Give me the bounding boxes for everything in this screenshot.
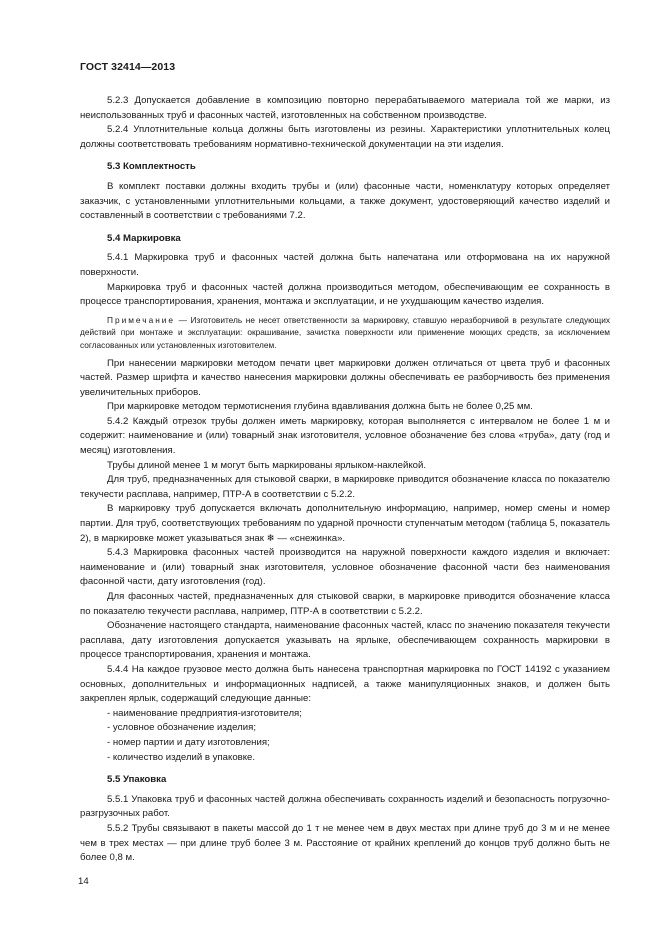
list-item: - количество изделий в упаковке. [80,751,610,766]
heading-5-5: 5.5 Упаковка [107,774,167,786]
note [80,314,610,352]
list-item: - условное обозначение изделия; [80,721,610,736]
heading-5-4: 5.4 Маркировка [107,232,181,244]
page-number: 14 [78,876,89,887]
paragraph-5-3: В комплект поставки должны входить трубы и (или) фасонные части, номенклатуру которых определяет заказчик, с установленными уплотнительными кольцами, а также документ, удостоверяющий качество изделий и составленный в соответствии с требованиями 7.2. [80,180,610,222]
paragraph-5-4-3-b: Для фасонных частей, предназначенных для стыковой сварки, в маркировке приводится обозначение класса по показателю текучести расплава, например, ПТР-А в соответствии с 5.2.2. [80,591,610,617]
page-body [80,94,610,866]
list-item: - номер партии и дату изготовления; [80,736,610,751]
note-label: Примечание [107,314,176,325]
document-header: ГОСТ 32414—2013 [80,61,176,73]
paragraph-5-5-1: 5.5.1 Упаковка труб и фасонных частей должна обеспечивать сохранность изделий и безопасность погрузочно-разгрузочных работ. [80,793,610,820]
label-data-list [80,707,610,765]
paragraph-5-2-4: 5.2.4 Уплотнительные кольца должны быть изготовлены из резины. Характеристики уплотнительных колец должны соответствовать требованиям нормативно-технической документации на эти изделия. [80,124,610,150]
paragraph-5-4-2-b: Трубы длиной менее 1 м могут быть маркированы ярлыком-наклейкой. [107,459,426,471]
paragraph-5-2-3: 5.2.3 Допускается добавление в композицию повторно перерабатываемого материала той же марки, из неиспользованных труб и фасонных частей, изготовленных на собственном производстве. [80,95,610,121]
paragraph-5-4-3: 5.4.3 Маркировка фасонных частей производится на наружной поверхности каждого изделия и включает: наименование и (или) товарный знак изготовителя, условное обозначение фасонной части без наименования фасонной части, дату изготовления (год). [80,547,610,588]
paragraph-5-4-1-c: При нанесении маркировки методом печати цвет маркировки должен отличаться от цвета труб и фасонных частей. Размер шрифта и качество нанесения маркировки должны обеспечивать ее разборчивость без применения увеличительных приборов. [80,357,610,398]
heading-5-3: 5.3 Комплектность [107,161,196,173]
paragraph-5-4-1: 5.4.1 Маркировка труб и фасонных частей должна быть напечатана или отформована на их наружной поверхности. [80,252,610,278]
note-text: — Изготовитель не несет ответственности за маркировку, ставшую неразборчивой в результате следующих действий при монтаже и эксплуатации: окрашивание, зачистка поверхности или применение моющих средств, за исключением согласованных или установленных изготовителем. [80,314,610,350]
paragraph-5-4-4: 5.4.4 На каждое грузовое место должна быть нанесена транспортная маркировка по ГОСТ 14192 с указанием основных, дополнительных и информационных надписей, а также манипуляционных знаков, и должен быть закреплен ярлык, содержащий следующие данные: [80,663,610,705]
paragraph-5-4-1-d: При маркировке методом термотиснения глубина вдавливания должна быть не более 0,25 мм. [107,401,533,413]
paragraph-5-4-2-c: Для труб, предназначенных для стыковой сварки, в маркировке приводится обозначение класса по показателю текучести расплава, например, ПТР-А в соответствии с 5.2.2. [80,474,610,500]
paragraph-5-4-1-b: Маркировка труб и фасонных частей должна производиться методом, обеспечивающим ее сохранность в процессе транспортирования, хранения, монтажа и эксплуатации, и не ухудшающим качество изделия. [80,281,610,308]
paragraph-5-4-3-c: Обозначение настоящего стандарта, наименование фасонных частей, класс по значению показателя текучести расплава, дату изготовления допускается указывать на ярлыке, обеспечивающем сохранность маркировки в процессе транспортирования, хранения и монтажа. [80,620,610,661]
paragraph-5-4-2-d: В маркировку труб допускается включать дополнительную информацию, например, номер смены и номер партии. Для труб, соответствующих требованиям по ударной прочности ступенчатым методом (таблица 5, показатель 2), в маркировке может указываться знак ❄ — «снежинка». [80,503,610,544]
paragraph-5-5-2: 5.5.2 Трубы связывают в пакеты массой до 1 т не менее чем в двух местах при длине труб до 3 м и не менее чем в трех местах — при длине труб более 3 м. Расстояние от крайних креплений до концов труб должно быть не более 0,8 м. [80,822,610,864]
paragraph-5-4-2: 5.4.2 Каждый отрезок трубы должен иметь маркировку, которая выполняется с интервалом не более 1 м и содержит: наименование и (или) товарный знак изготовителя, условное обозначение без слова «труба», дату (год и месяц) изготовления. [80,415,610,457]
list-item: - наименование предприятия-изготовителя; [80,707,610,722]
